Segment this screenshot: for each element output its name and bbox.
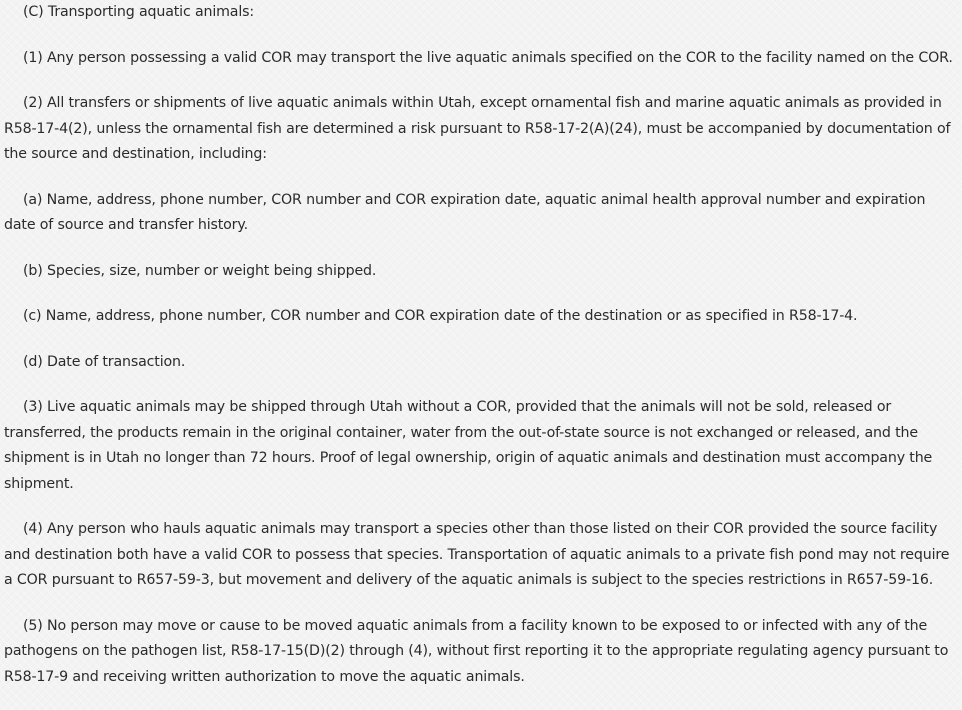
paragraph-2c-destination: (c) Name, address, phone number, COR number and COR expiration date of the destination or as specified in R58-17-4. bbox=[23, 308, 858, 324]
paragraph-2b-species: (b) Species, size, number or weight being shipped. bbox=[23, 262, 377, 279]
section-heading-transporting: (C) Transporting aquatic animals: bbox=[23, 4, 255, 20]
paragraph-5-pathogens: (5) No person may move or cause to be moved aquatic animals from a facility known to be exposed to or infected with any of the pathogens on the pathogen list, R58-17-15(D)(2) through (4), without first reporting it to the appropriate regulating agency pursuant to R58-17-9 and receiving written authorization to move the aquatic animals. bbox=[4, 617, 949, 685]
paragraph-2a-source-info: (a) Name, address, phone number, COR number and COR expiration date, aquatic animal health approval number and expiration date of source and transfer history. bbox=[4, 191, 926, 233]
paragraph-4-hauls: (4) Any person who hauls aquatic animals may transport a species other than those listed on their COR provided the source facility and destination both have a valid COR to possess that species. Transportation of aquatic animals to a private fish pond may not require a COR pursuant to R657-59-3, but movement and delivery of the aquatic animals is subject to the species restrictions in R657-59-16. bbox=[4, 521, 950, 588]
document-body bbox=[4, 0, 958, 710]
paragraph-2d-date: (d) Date of transaction. bbox=[23, 353, 186, 370]
paragraph-1-valid-cor: (1) Any person possessing a valid COR may transport the live aquatic animals specified on the COR to the facility named on the COR. bbox=[23, 49, 953, 66]
paragraph-3-shipped-through: (3) Live aquatic animals may be shipped through Utah without a COR, provided that the animals will not be sold, released or transferred, the products remain in the original container, water from the out-of-state source is not exchanged or released, and the shipment is in Utah no longer than 72 hours. Proof of legal ownership, origin of aquatic animals and destination must accompany the shipment. bbox=[4, 399, 933, 492]
paragraph-2-transfers: (2) All transfers or shipments of live aquatic animals within Utah, except ornamental fish and marine aquatic animals as provided in R58-17-4(2), unless the ornamental fish are determined a risk pursuant to R58-17-2(A)(24), must be accompanied by documentation of the source and destination, including: bbox=[4, 95, 951, 162]
